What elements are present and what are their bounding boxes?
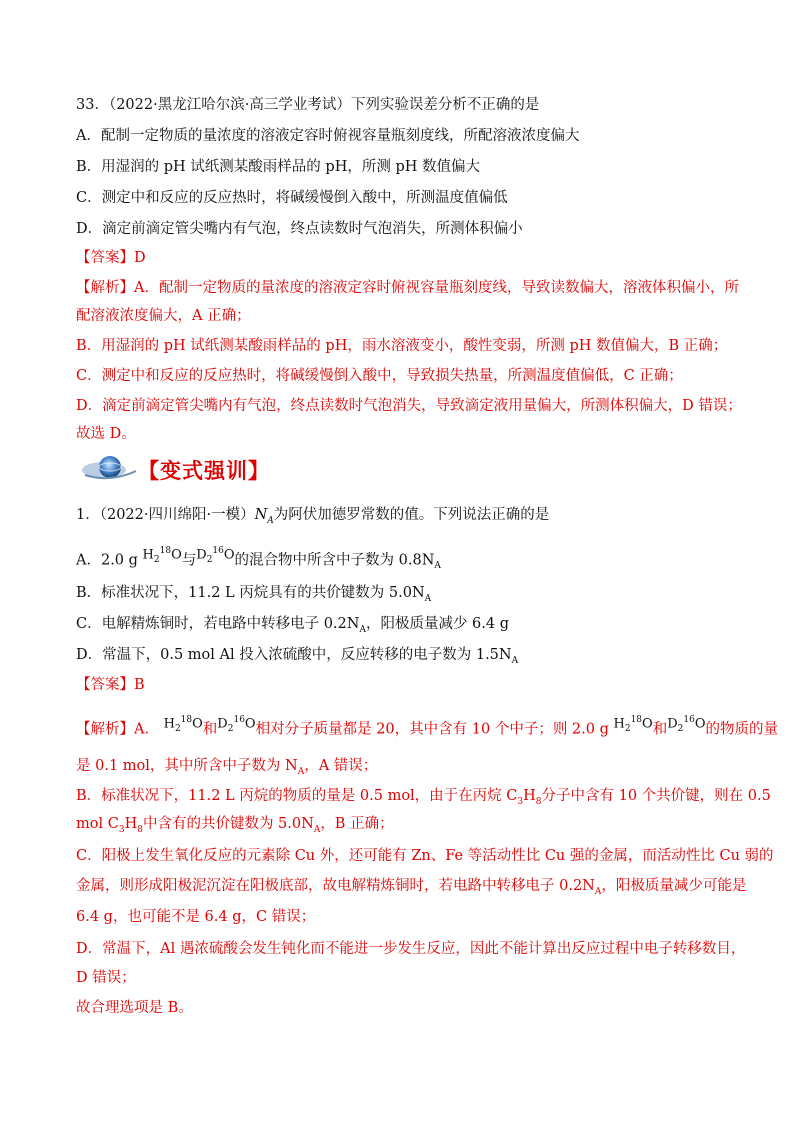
formula-sub: 2 (153, 554, 160, 565)
stem-prefix: 1．（2022·四川绵阳·一模） (76, 507, 255, 523)
option-a-prefix: A．2.0 g (76, 552, 138, 569)
formula-o: O (192, 716, 203, 732)
an-b-line2-sub: A (313, 824, 321, 835)
question-1-analysis-line-8: D．常温下，Al 遇浓硫酸会发生钝化而不能进一步发生反应，因此不能计算出反应过程中电子转移数目， (76, 941, 746, 957)
option-a-mid: 与 (181, 552, 197, 569)
an-a-mid: 相对分子质量都是 20，其中含有 10 个中子；则 2.0 g (255, 721, 609, 738)
formula-sup: 16 (683, 715, 695, 725)
formula-sub: 2 (677, 723, 684, 734)
question-1-answer (76, 675, 736, 695)
question-1-option-a (76, 541, 736, 576)
an-b-line2-h: H (124, 816, 138, 832)
question-1-conclusion: 故合理选项是 B。 (76, 1000, 193, 1016)
an-a-end: 的物质的量 (705, 721, 778, 738)
an-b-line1-h: H (523, 788, 536, 804)
formula-h: H (163, 716, 175, 732)
answer-label: 【答案】 (76, 677, 134, 693)
option-c-suffix: ，阳极质量减少 6.4 g (365, 616, 510, 632)
formula-h: H (142, 547, 154, 563)
question-1-option-c (76, 614, 736, 640)
formula-sup: 18 (159, 546, 172, 556)
analysis-label: 【解析】 (76, 280, 134, 296)
question-33-option-a: A．配制一定物质的量浓度的溶液定容时俯视容量瓶刻度线，所配溶液浓度偏大 (76, 128, 580, 144)
option-c-sub: A (359, 624, 366, 635)
formula-sup: 16 (233, 715, 245, 725)
na-symbol: N (254, 507, 268, 523)
question-33-analysis-line-5: D．滴定前滴定管尖嘴内有气泡，终点读数时气泡消失，导致滴定液用量偏大，所测体积偏大，D 错误； (76, 398, 742, 414)
formula-h2o18 (143, 541, 182, 570)
an-c-line2-pre: 金属，则形成阳极泥沉淀在阳极底部，故电解精炼铜时，若电路中转移电子 0.2N (76, 878, 595, 894)
na-sub: A (267, 515, 274, 526)
option-d-text: D．常温下，0.5 mol Al 投入浓硫酸中，反应转移的电子数为 1.5N (76, 647, 512, 663)
option-a-sub: A (434, 561, 441, 572)
option-d-sub: A (511, 655, 519, 666)
an-b-line2-tail: ，B 正确； (320, 816, 394, 832)
formula-sub: 2 (227, 723, 234, 734)
formula-o: O (694, 716, 706, 732)
an-b-line1-end: 分子中含有 10 个共价键，则在 0.5 (541, 788, 771, 804)
question-33-analysis-line-6: 故选 D。 (76, 426, 136, 442)
question-1-analysis-line-2 (76, 756, 736, 782)
formula-d2o16 (667, 710, 705, 739)
formula-o: O (223, 547, 235, 563)
question-1-analysis-line-7: 6.4 g，也可能不是 6.4 g，C 错误； (76, 909, 316, 925)
question-33-analysis-line-2: 配溶液浓度偏大，A 正确； (76, 308, 251, 324)
formula-h2o18 (614, 710, 653, 739)
an-b-line1: B．标准状况下，11.2 L 丙烷的物质的量是 0.5 mol，由于在丙烷 C (76, 788, 518, 804)
formula-d: D (667, 716, 678, 732)
question-1-analysis-line-4 (76, 814, 736, 840)
an-b-line2-end: 中含有的共价键数为 5.0N (142, 816, 314, 832)
section-banner (82, 453, 302, 485)
option-a-suffix: 的混合物中所含中子数为 0.8N (234, 552, 435, 569)
option-c-text: C．电解精炼铜时，若电路中转移电子 0.2N (76, 616, 360, 632)
analysis-label: 【解析】 (76, 721, 134, 738)
question-1-analysis-line-5: C．阳极上发生氧化反应的元素除 Cu 外，还可能有 Zn、Fe 等活动性比 Cu 强的金属，而活动性比 Cu 弱的 (76, 848, 774, 864)
formula-h2o18 (164, 710, 203, 739)
question-33-option-d: D．滴定前滴定管尖嘴内有气泡，终点读数时气泡消失，所测体积偏小 (76, 221, 523, 237)
an-a-line2-sub: A (297, 766, 305, 777)
question-33-option-c: C．测定中和反应的反应热时，将碱缓慢倒入酸中，所测温度值偏低 (76, 190, 508, 206)
an-b-line2-hsub: 8 (137, 824, 143, 835)
answer-value: D (134, 250, 146, 266)
formula-sup: 18 (630, 715, 643, 725)
formula-sup: 16 (212, 546, 224, 556)
formula-d2o16 (196, 541, 234, 570)
stem-suffix: 为阿伏加德罗常数的值。下列说法正确的是 (273, 507, 550, 523)
answer-label: 【答案】 (76, 250, 134, 266)
formula-h: H (613, 716, 625, 732)
formula-sub: 2 (174, 723, 181, 734)
question-33-answer (76, 248, 736, 268)
an-a-and2: 和 (652, 721, 668, 738)
formula-d: D (196, 547, 207, 563)
formula-sup: 18 (180, 715, 193, 725)
question-1-analysis-line-1 (76, 710, 778, 739)
question-33-analysis-line-4: C．测定中和反应的反应热时，将碱缓慢倒入酸中，导致损失热量，所测温度值偏低，C 正确； (76, 368, 683, 384)
an-a-line2: 是 0.1 mol，其中所含中子数为 N (76, 758, 298, 774)
option-b-sub: A (424, 593, 432, 604)
formula-o: O (642, 716, 653, 732)
formula-sub: 2 (206, 554, 213, 565)
formula-d2o16 (217, 710, 255, 739)
question-33-analysis-line-1 (76, 278, 739, 298)
an-b-line1-hsub: 8 (535, 796, 542, 807)
an-a-prefix: A． (134, 721, 159, 738)
an-c-line2-sub: A (594, 886, 602, 897)
question-33-analysis-line-3: B．用湿润的 pH 试纸测某酸雨样品的 pH，雨水溶液变小，酸性变弱，所测 pH 数值偏大，B 正确； (76, 338, 728, 354)
analysis-text: A．配制一定物质的量浓度的溶液定容时俯视容量瓶刻度线，导致读数偏大，溶液体积偏小，所 (134, 280, 739, 296)
an-a-line2-end: ，A 错误； (304, 758, 378, 774)
an-b-line1-csub: 3 (517, 796, 524, 807)
question-33-option-b: B．用湿润的 pH 试纸测某酸雨样品的 pH，所测 pH 数值偏大 (76, 159, 480, 175)
an-c-line2-end: ，阳极质量减少可能是 (601, 878, 747, 894)
globe-icon (82, 453, 138, 485)
banner-title: 【变式强训】 (138, 459, 270, 483)
an-a-and: 和 (202, 721, 218, 738)
question-1-option-d (76, 645, 736, 671)
question-1-option-b (76, 583, 736, 609)
formula-o: O (171, 547, 182, 563)
question-1-analysis-line-3 (76, 786, 771, 812)
question-33-stem: 33．（2022·黑龙江哈尔滨·高三学业考试）下列实验误差分析不正确的是 (76, 97, 540, 113)
an-b-line2-csub: 3 (118, 824, 125, 835)
formula-d: D (217, 716, 228, 732)
question-1-analysis-line-6 (76, 876, 747, 902)
answer-value: B (134, 677, 145, 693)
question-1-stem (76, 505, 736, 531)
an-b-line2-pre: mol C (76, 816, 119, 832)
formula-sub: 2 (624, 723, 631, 734)
formula-o: O (244, 716, 256, 732)
option-b-text: B．标准状况下，11.2 L 丙烷具有的共价键数为 5.0N (76, 585, 425, 601)
question-1-analysis-line-9: D 错误； (76, 970, 136, 986)
